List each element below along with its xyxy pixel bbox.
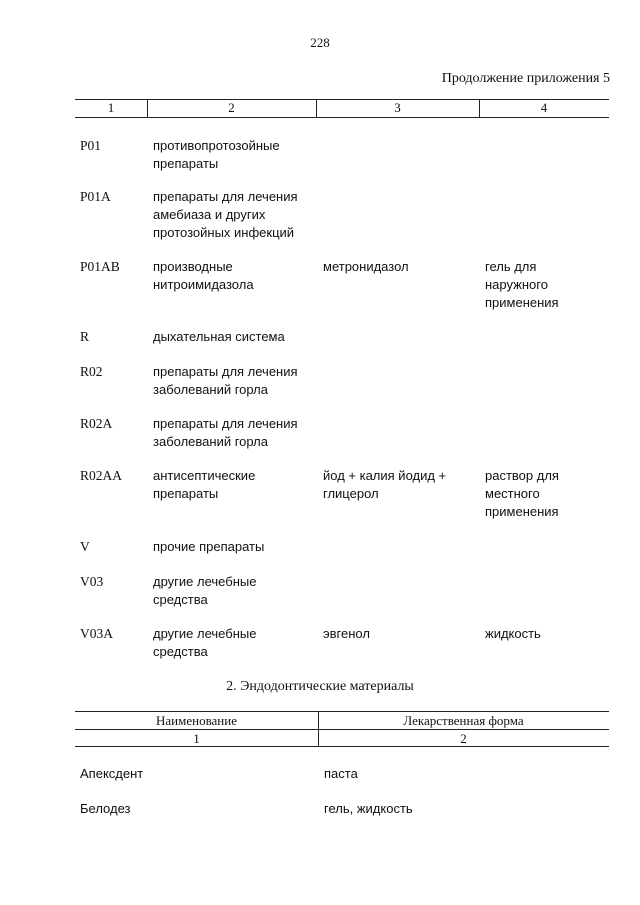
cell-line: препараты для лечения: [153, 364, 298, 379]
table2-header-form: Лекарственная форма: [403, 713, 524, 728]
dosage-form: [485, 258, 559, 312]
cell-line: йод + калия йодид +: [323, 468, 447, 483]
cell-line: препараты: [153, 486, 219, 501]
atc-group-name: [153, 363, 298, 399]
material-name: Белодез: [80, 801, 131, 816]
cell-line: производные: [153, 259, 233, 274]
active-substance: [323, 467, 446, 503]
cell-line: прочие препараты: [153, 539, 265, 554]
atc-group-name: [153, 137, 280, 173]
atc-group-name: [153, 538, 264, 556]
atc-code: P01: [80, 138, 102, 153]
cell-line: протозойных инфекций: [153, 225, 295, 240]
table1-header-col3: 3: [394, 100, 401, 115]
atc-group-name: [153, 467, 255, 503]
cell-line: амебиаза и других: [153, 207, 266, 222]
atc-code: R02A: [80, 416, 113, 431]
material-name: Апексдент: [80, 766, 144, 781]
atc-group-name: [153, 258, 254, 294]
atc-group-name: [153, 573, 256, 609]
atc-code: V: [80, 539, 90, 554]
cell-line: антисептические: [153, 468, 256, 483]
table2-header-name: Наименование: [156, 713, 237, 728]
atc-group-name: [153, 625, 256, 661]
cell-line: применения: [485, 504, 559, 519]
material-form: гель, жидкость: [324, 801, 413, 816]
active-substance: [323, 625, 370, 643]
cell-line: жидкость: [485, 626, 541, 641]
cell-line: нитроимидазола: [153, 277, 254, 292]
cell-line: препараты: [153, 156, 219, 171]
cell-line: другие лечебные: [153, 574, 257, 589]
table1-header-col2: 2: [228, 100, 235, 115]
table1-header-col4: 4: [540, 100, 548, 115]
cell-line: применения: [485, 295, 559, 310]
cell-line: местного: [485, 486, 540, 501]
cell-line: гель для: [485, 259, 537, 274]
atc-code: P01AB: [80, 259, 120, 274]
cell-line: эвгенол: [323, 626, 370, 641]
continuation-note: Продолжение приложения 5: [441, 71, 610, 86]
section2-title: 2. Эндодонтические материалы: [226, 679, 414, 694]
active-substance: [323, 258, 409, 276]
cell-line: противопротозойные: [153, 138, 280, 153]
cell-line: средства: [153, 644, 208, 659]
table1-header-col1: 1: [107, 100, 115, 115]
material-form: паста: [324, 766, 358, 781]
table2-number-2: 2: [460, 731, 467, 746]
cell-line: дыхательная система: [153, 329, 285, 344]
page-number: 228: [310, 35, 330, 50]
cell-line: другие лечебные: [153, 626, 257, 641]
cell-line: препараты для лечения: [153, 416, 298, 431]
cell-line: раствор для: [485, 468, 559, 483]
cell-line: глицерол: [323, 486, 379, 501]
cell-line: метронидазол: [323, 259, 409, 274]
table2-number-1: 1: [193, 731, 200, 746]
atc-code: R02AA: [80, 468, 123, 483]
cell-line: наружного: [485, 277, 548, 292]
atc-group-name: [153, 415, 298, 451]
cell-line: средства: [153, 592, 208, 607]
atc-group-name: [153, 188, 298, 242]
atc-code: P01A: [80, 189, 111, 204]
atc-code: R02: [80, 364, 103, 379]
atc-code: V03: [80, 574, 104, 589]
atc-group-name: [153, 328, 285, 346]
cell-line: препараты для лечения: [153, 189, 298, 204]
atc-code: V03A: [80, 626, 113, 641]
cell-line: заболеваний горла: [153, 382, 268, 397]
dosage-form: [485, 625, 541, 643]
atc-code: R: [80, 329, 90, 344]
dosage-form: [485, 467, 559, 521]
cell-line: заболеваний горла: [153, 434, 268, 449]
